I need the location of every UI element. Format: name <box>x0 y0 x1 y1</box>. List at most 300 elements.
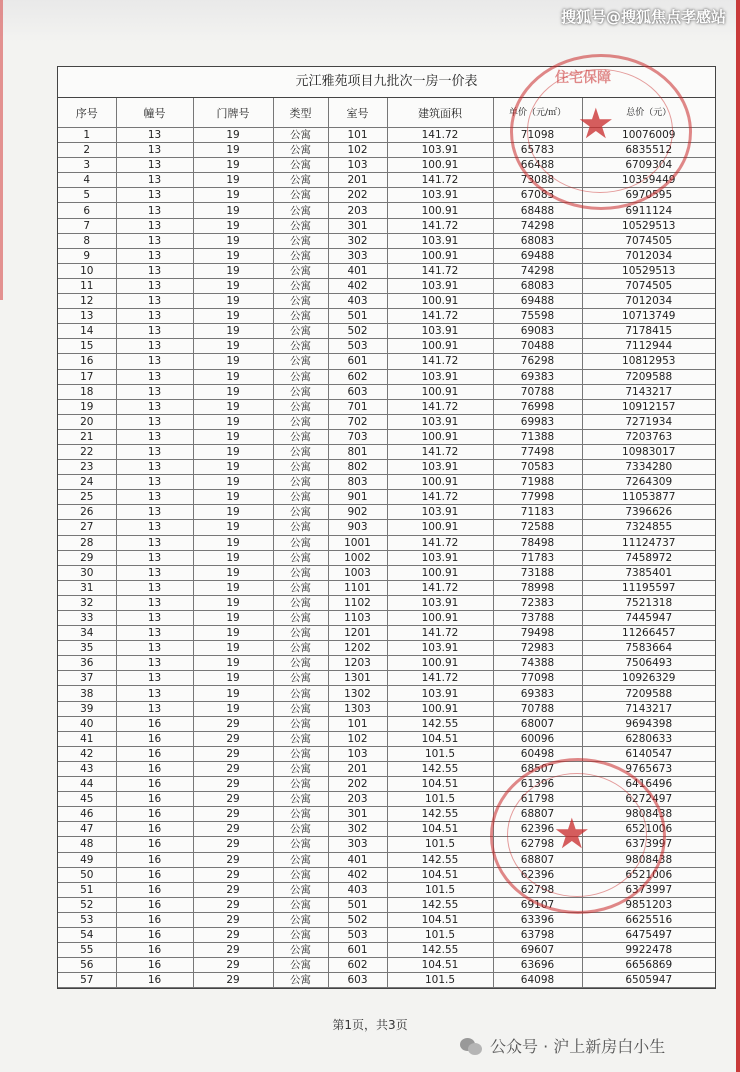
table-cell: 71183 <box>493 505 582 520</box>
table-cell: 19 <box>193 611 273 626</box>
table-cell: 104.51 <box>387 777 493 792</box>
table-cell: 60498 <box>493 746 582 761</box>
table-cell: 142.55 <box>387 761 493 776</box>
table-cell: 9765673 <box>582 761 715 776</box>
table-cell: 602 <box>328 958 387 973</box>
table-cell: 203 <box>328 203 387 218</box>
table-cell: 6911124 <box>582 203 715 218</box>
table-row <box>58 520 715 535</box>
table-cell: 29 <box>193 943 273 958</box>
table-cell: 100.91 <box>387 203 493 218</box>
table-cell: 13 <box>116 248 193 263</box>
table-row <box>58 429 715 444</box>
table-cell: 7012034 <box>582 248 715 263</box>
table-cell: 13 <box>116 505 193 520</box>
table-cell: 62798 <box>493 882 582 897</box>
table-cell: 302 <box>328 233 387 248</box>
table-cell: 16 <box>116 731 193 746</box>
table-cell: 10812953 <box>582 354 715 369</box>
table-cell: 10983017 <box>582 444 715 459</box>
table-cell: 13 <box>116 595 193 610</box>
table-cell: 8 <box>58 233 116 248</box>
table-cell: 公寓 <box>273 384 328 399</box>
table-cell: 34 <box>58 626 116 641</box>
table-cell: 13 <box>116 611 193 626</box>
table-cell: 9 <box>58 248 116 263</box>
table-cell: 1202 <box>328 641 387 656</box>
column-header: 序号 <box>58 98 116 128</box>
table-cell: 13 <box>116 641 193 656</box>
table-cell: 74298 <box>493 263 582 278</box>
table-cell: 16 <box>116 867 193 882</box>
table-cell: 6475497 <box>582 927 715 942</box>
table-cell: 78998 <box>493 580 582 595</box>
table-cell: 16 <box>116 882 193 897</box>
table-cell: 19 <box>193 565 273 580</box>
table-cell: 63396 <box>493 912 582 927</box>
table-cell: 公寓 <box>273 807 328 822</box>
table-cell: 19 <box>193 414 273 429</box>
table-cell: 203 <box>328 792 387 807</box>
table-cell: 公寓 <box>273 475 328 490</box>
table-cell: 62798 <box>493 837 582 852</box>
table-cell: 公寓 <box>273 641 328 656</box>
table-cell: 76998 <box>493 399 582 414</box>
table-cell: 141.72 <box>387 218 493 233</box>
table-cell: 13 <box>116 369 193 384</box>
table-cell: 公寓 <box>273 444 328 459</box>
table-cell: 29 <box>193 761 273 776</box>
table-cell: 303 <box>328 837 387 852</box>
table-cell: 公寓 <box>273 973 328 988</box>
table-row <box>58 309 715 324</box>
table-cell: 103.91 <box>387 550 493 565</box>
table-cell: 7012034 <box>582 294 715 309</box>
table-cell: 公寓 <box>273 248 328 263</box>
table-row <box>58 777 715 792</box>
table-cell: 6140547 <box>582 746 715 761</box>
table-cell: 202 <box>328 188 387 203</box>
table-cell: 公寓 <box>273 580 328 595</box>
table-cell: 301 <box>328 807 387 822</box>
table-row <box>58 656 715 671</box>
table-cell: 3 <box>58 158 116 173</box>
table-cell: 6373997 <box>582 882 715 897</box>
table-row <box>58 927 715 942</box>
table-cell: 6970595 <box>582 188 715 203</box>
table-row <box>58 792 715 807</box>
table-cell: 403 <box>328 294 387 309</box>
table-cell: 104.51 <box>387 958 493 973</box>
table-cell: 29 <box>193 897 273 912</box>
table-cell: 19 <box>193 263 273 278</box>
table-cell: 29 <box>193 822 273 837</box>
table-cell: 16 <box>116 761 193 776</box>
table-cell: 19 <box>193 626 273 641</box>
table-cell: 19 <box>58 399 116 414</box>
table-cell: 19 <box>193 248 273 263</box>
table-cell: 7396626 <box>582 505 715 520</box>
table-cell: 1101 <box>328 580 387 595</box>
table-cell: 13 <box>116 671 193 686</box>
table-row <box>58 414 715 429</box>
table-cell: 26 <box>58 505 116 520</box>
table-cell: 69607 <box>493 943 582 958</box>
table-cell: 901 <box>328 490 387 505</box>
table-cell: 7209588 <box>582 686 715 701</box>
table-cell: 16 <box>116 958 193 973</box>
table-cell: 403 <box>328 882 387 897</box>
table-cell: 11124737 <box>582 535 715 550</box>
table-cell: 19 <box>193 641 273 656</box>
table-cell: 公寓 <box>273 761 328 776</box>
table-cell: 19 <box>193 158 273 173</box>
watermark-top: 搜狐号@搜狐焦点孝感站 <box>560 8 726 26</box>
table-cell: 27 <box>58 520 116 535</box>
table-cell: 22 <box>58 444 116 459</box>
table-cell: 16 <box>116 852 193 867</box>
table-cell: 72588 <box>493 520 582 535</box>
table-cell: 20 <box>58 414 116 429</box>
table-cell: 71388 <box>493 429 582 444</box>
table-cell: 69083 <box>493 324 582 339</box>
table-cell: 103.91 <box>387 460 493 475</box>
table-row <box>58 641 715 656</box>
table-cell: 77098 <box>493 671 582 686</box>
table-cell: 62396 <box>493 822 582 837</box>
table-cell: 141.72 <box>387 354 493 369</box>
table-cell: 7074505 <box>582 278 715 293</box>
table-cell: 公寓 <box>273 263 328 278</box>
table-cell: 103.91 <box>387 188 493 203</box>
table-cell: 13 <box>116 173 193 188</box>
table-cell: 101.5 <box>387 927 493 942</box>
table-cell: 502 <box>328 324 387 339</box>
table-cell: 7143217 <box>582 384 715 399</box>
table-cell: 100.91 <box>387 384 493 399</box>
table-cell: 72983 <box>493 641 582 656</box>
table-row <box>58 897 715 912</box>
table-cell: 601 <box>328 354 387 369</box>
table-cell: 13 <box>116 550 193 565</box>
table-cell: 7583664 <box>582 641 715 656</box>
table-cell: 13 <box>116 580 193 595</box>
table-cell: 19 <box>193 475 273 490</box>
table-header-row <box>58 98 715 128</box>
table-cell: 903 <box>328 520 387 535</box>
table-cell: 13 <box>116 158 193 173</box>
table-cell: 17 <box>58 369 116 384</box>
table-cell: 13 <box>116 429 193 444</box>
table-cell: 19 <box>193 701 273 716</box>
table-cell: 19 <box>193 399 273 414</box>
table-cell: 4 <box>58 173 116 188</box>
table-cell: 53 <box>58 912 116 927</box>
table-cell: 28 <box>58 535 116 550</box>
table-cell: 19 <box>193 671 273 686</box>
table-cell: 65783 <box>493 143 582 158</box>
table-cell: 19 <box>193 354 273 369</box>
table-cell: 101 <box>328 716 387 731</box>
table-cell: 29 <box>193 973 273 988</box>
table-row <box>58 294 715 309</box>
table-cell: 公寓 <box>273 958 328 973</box>
table-cell: 7324855 <box>582 520 715 535</box>
table-cell: 1102 <box>328 595 387 610</box>
table-cell: 33 <box>58 611 116 626</box>
table-cell: 142.55 <box>387 897 493 912</box>
table-cell: 11053877 <box>582 490 715 505</box>
table-cell: 9808438 <box>582 807 715 822</box>
table-body <box>58 128 715 988</box>
table-row <box>58 324 715 339</box>
table-cell: 503 <box>328 927 387 942</box>
table-cell: 15 <box>58 339 116 354</box>
table-cell: 公寓 <box>273 460 328 475</box>
table-cell: 公寓 <box>273 535 328 550</box>
table-cell: 7178415 <box>582 324 715 339</box>
table-row <box>58 384 715 399</box>
table-cell: 100.91 <box>387 429 493 444</box>
table-cell: 19 <box>193 384 273 399</box>
table-cell: 19 <box>193 595 273 610</box>
table-row <box>58 354 715 369</box>
table-cell: 29 <box>193 777 273 792</box>
table-cell: 68507 <box>493 761 582 776</box>
table-cell: 69488 <box>493 248 582 263</box>
table-cell: 801 <box>328 444 387 459</box>
table-cell: 13 <box>116 656 193 671</box>
table-row <box>58 173 715 188</box>
table-cell: 13 <box>116 339 193 354</box>
table-cell: 13 <box>116 535 193 550</box>
red-page-edge-left <box>0 0 3 300</box>
table-cell: 61798 <box>493 792 582 807</box>
table-row <box>58 460 715 475</box>
table-cell: 7385401 <box>582 565 715 580</box>
table-cell: 13 <box>116 143 193 158</box>
table-cell: 202 <box>328 777 387 792</box>
table-row <box>58 444 715 459</box>
table-row <box>58 505 715 520</box>
table-cell: 103.91 <box>387 505 493 520</box>
table-cell: 44 <box>58 777 116 792</box>
table-cell: 71098 <box>493 128 582 143</box>
table-row <box>58 882 715 897</box>
table-cell: 16 <box>116 943 193 958</box>
table-cell: 13 <box>116 701 193 716</box>
table-cell: 公寓 <box>273 309 328 324</box>
table-cell: 62396 <box>493 867 582 882</box>
table-row <box>58 580 715 595</box>
table-cell: 142.55 <box>387 943 493 958</box>
table-cell: 141.72 <box>387 128 493 143</box>
table-cell: 16 <box>116 716 193 731</box>
table-cell: 公寓 <box>273 746 328 761</box>
table-cell: 公寓 <box>273 867 328 882</box>
official-seal-top: ★ 住宅保障 <box>510 54 692 210</box>
table-cell: 401 <box>328 263 387 278</box>
table-row <box>58 671 715 686</box>
table-cell: 101.5 <box>387 837 493 852</box>
table-cell: 101.5 <box>387 973 493 988</box>
table-cell: 201 <box>328 173 387 188</box>
table-cell: 24 <box>58 475 116 490</box>
table-cell: 104.51 <box>387 822 493 837</box>
table-title: 元江雅苑项目九批次一房一价表 <box>58 67 715 98</box>
table-cell: 6521006 <box>582 822 715 837</box>
table-cell: 公寓 <box>273 354 328 369</box>
table-cell: 100.91 <box>387 611 493 626</box>
table-cell: 29 <box>193 958 273 973</box>
table-cell: 13 <box>116 203 193 218</box>
table-cell: 公寓 <box>273 822 328 837</box>
table-cell: 18 <box>58 384 116 399</box>
table-cell: 68007 <box>493 716 582 731</box>
table-cell: 公寓 <box>273 731 328 746</box>
table-cell: 103.91 <box>387 686 493 701</box>
table-cell: 7074505 <box>582 233 715 248</box>
table-cell: 46 <box>58 807 116 822</box>
seal-star-icon-2: ★ <box>553 809 591 858</box>
table-cell: 公寓 <box>273 550 328 565</box>
table-row <box>58 912 715 927</box>
table-cell: 39 <box>58 701 116 716</box>
table-row <box>58 595 715 610</box>
table-cell: 19 <box>193 278 273 293</box>
table-row <box>58 731 715 746</box>
table-cell: 公寓 <box>273 278 328 293</box>
table-cell: 7209588 <box>582 369 715 384</box>
table-cell: 19 <box>193 369 273 384</box>
table-cell: 72383 <box>493 595 582 610</box>
table-cell: 19 <box>193 444 273 459</box>
table-cell: 公寓 <box>273 837 328 852</box>
table-cell: 141.72 <box>387 263 493 278</box>
table-cell: 13 <box>116 188 193 203</box>
table-cell: 公寓 <box>273 490 328 505</box>
table-cell: 402 <box>328 278 387 293</box>
red-page-edge <box>736 0 740 1072</box>
table-cell: 78498 <box>493 535 582 550</box>
table-cell: 公寓 <box>273 188 328 203</box>
table-cell: 70788 <box>493 384 582 399</box>
table-cell: 10926329 <box>582 671 715 686</box>
table-cell: 13 <box>116 520 193 535</box>
table-cell: 103.91 <box>387 369 493 384</box>
seal-star-icon: ★ <box>577 99 615 148</box>
column-header: 类型 <box>273 98 328 128</box>
table-row <box>58 535 715 550</box>
table-cell: 402 <box>328 867 387 882</box>
table-cell: 1201 <box>328 626 387 641</box>
table-cell: 6 <box>58 203 116 218</box>
column-header: 总价（元） <box>582 98 715 128</box>
table-cell: 75598 <box>493 309 582 324</box>
table-cell: 142.55 <box>387 716 493 731</box>
table-cell: 47 <box>58 822 116 837</box>
table-cell: 19 <box>193 505 273 520</box>
table-cell: 6505947 <box>582 973 715 988</box>
table-cell: 16 <box>116 792 193 807</box>
table-row <box>58 761 715 776</box>
table-cell: 103.91 <box>387 143 493 158</box>
table-cell: 38 <box>58 686 116 701</box>
table-row <box>58 203 715 218</box>
table-cell: 9922478 <box>582 943 715 958</box>
table-cell: 43 <box>58 761 116 776</box>
table-cell: 37 <box>58 671 116 686</box>
table-cell: 50 <box>58 867 116 882</box>
table-cell: 7112944 <box>582 339 715 354</box>
table-cell: 68807 <box>493 807 582 822</box>
table-cell: 64098 <box>493 973 582 988</box>
table-cell: 公寓 <box>273 339 328 354</box>
table-cell: 12 <box>58 294 116 309</box>
table-cell: 69983 <box>493 414 582 429</box>
table-cell: 1203 <box>328 656 387 671</box>
table-cell: 公寓 <box>273 611 328 626</box>
table-cell: 14 <box>58 324 116 339</box>
table-cell: 19 <box>193 686 273 701</box>
table-cell: 902 <box>328 505 387 520</box>
table-row <box>58 822 715 837</box>
table-cell: 16 <box>116 927 193 942</box>
table-cell: 13 <box>116 414 193 429</box>
table-row <box>58 943 715 958</box>
table-cell: 55 <box>58 943 116 958</box>
table-cell: 23 <box>58 460 116 475</box>
wechat-icon <box>460 1036 484 1056</box>
column-header: 单价（元/㎡） <box>493 98 582 128</box>
table-cell: 公寓 <box>273 626 328 641</box>
table-cell: 公寓 <box>273 429 328 444</box>
table-cell: 100.91 <box>387 294 493 309</box>
table-cell: 603 <box>328 973 387 988</box>
table-cell: 141.72 <box>387 399 493 414</box>
table-cell: 29 <box>193 927 273 942</box>
table-cell: 79498 <box>493 626 582 641</box>
table-row <box>58 716 715 731</box>
table-row <box>58 248 715 263</box>
table-cell: 73088 <box>493 173 582 188</box>
table-cell: 13 <box>116 309 193 324</box>
table-cell: 35 <box>58 641 116 656</box>
table-cell: 16 <box>116 897 193 912</box>
table-row <box>58 852 715 867</box>
table-cell: 49 <box>58 852 116 867</box>
table-cell: 29 <box>193 746 273 761</box>
table-cell: 19 <box>193 429 273 444</box>
footer-watermark <box>460 1034 665 1057</box>
table-cell: 103 <box>328 746 387 761</box>
table-cell: 13 <box>116 490 193 505</box>
table-cell: 69383 <box>493 369 582 384</box>
table-cell: 63798 <box>493 927 582 942</box>
table-cell: 公寓 <box>273 128 328 143</box>
table-cell: 142.55 <box>387 807 493 822</box>
table-cell: 公寓 <box>273 369 328 384</box>
table-cell: 60096 <box>493 731 582 746</box>
table-cell: 703 <box>328 429 387 444</box>
table-cell: 公寓 <box>273 324 328 339</box>
table-cell: 11 <box>58 278 116 293</box>
table-cell: 52 <box>58 897 116 912</box>
table-cell: 101.5 <box>387 882 493 897</box>
table-cell: 57 <box>58 973 116 988</box>
table-cell: 公寓 <box>273 595 328 610</box>
table-cell: 74388 <box>493 656 582 671</box>
